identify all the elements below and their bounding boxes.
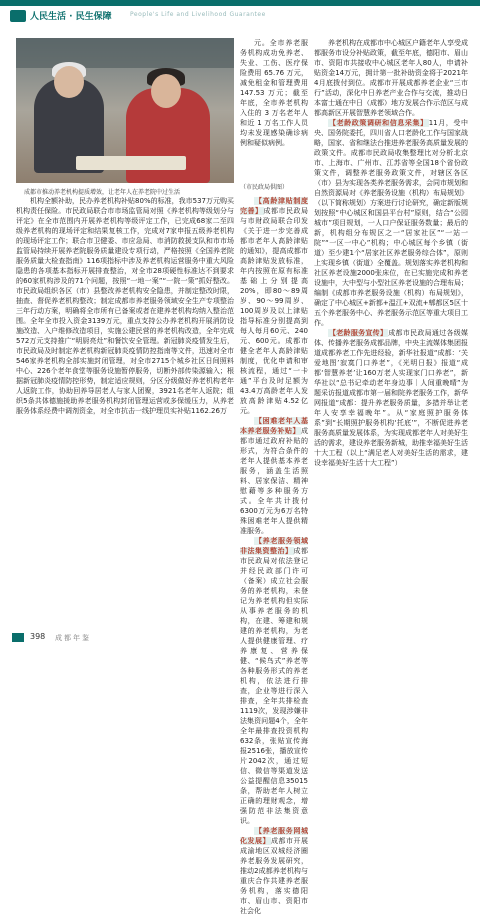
section-subtitle: People's Life and Livelihood Guarantee <box>130 11 266 18</box>
section-heading: 【养老服务网城化发展】 <box>240 827 308 845</box>
column-middle-top <box>240 38 308 178</box>
section-heading: 【老龄服务宣传】 <box>329 329 388 337</box>
header-badge-icon <box>10 10 26 22</box>
column-middle-top-paragraph: 元。全市养老服务机构成功免养老、失业、工伤、医疗保险费用 65.76 万元，减免租金和管理费用 147.53 万元；截至年底，全市养老机构入住的 3 万名老年人和近 1 万名工作人员均未发现感染确诊病例和疑似病例。 <box>240 39 308 147</box>
page-footer <box>0 628 480 651</box>
photo-person-left-face <box>54 66 84 98</box>
section-text: 11月，受中央、国务院委托，四川省人口老龄化工作与国家战略，国家、省和继法台推进养老服务高质量发展的政策文件。成都市民政局收集整理比对分析北京市、上海市、广州市、江苏省等全国18个省份政策文件，调整养老服务政策文件，对辖区各区（市）县为实现各类养老服务需求，会同市规划和自然资源局对《养老服务设施（机构）布局规划》（以下简称规划）方案进行讨论研究，确定新版规划按照“中心城区和国县平台村”原则，结合“公园城市”项目规划，一人口户保证服务数量；最后的新，机构组分布规区之一“居家社区”“一站一院”“一区一中心”机构；中心城区每个乡镇（街道）至少建1个“居家社区养老服务综合体”，原则上实现乡镇（街道）全覆盖。规划落实养老机构和社区养老设施2000张床位，在已实施完成和养老设施中，大中型与小型社区养老设施的合理布局；编制《成都市养老服务设施（机构）布局规划》，确定了中心城区+新都+温江+双流+郫都区5区十五个养老服务中心、养老服务示范区等重大项目工作。 <box>314 119 468 327</box>
publication-name: 成都年鉴 <box>55 634 91 642</box>
footer-badge-icon <box>12 633 24 642</box>
section-paragraph <box>240 826 308 916</box>
page-number: 398 <box>30 632 46 641</box>
article-photo <box>16 38 234 183</box>
section-text: 成都市通过政府补贴的形式，为符合条件的老年人提供基本养老服务，涵盖生活照料、居家保洁、精神慰藉等多种服务方式。全年共计拨付6300万元为6万名特殊困难老年人提供精准服务。 <box>240 427 308 535</box>
section-heading: 【困难老年人基本养老服务补贴】 <box>240 417 308 435</box>
header-color-bar <box>0 0 480 6</box>
section-title: 人民生活 · 民生保障 <box>30 12 112 22</box>
section-text: 成都市开展成渝地区双城经济圈养老服务发展研究，推动2成都养老机构与重庆合作共建养老服务机构，落实德阳市、眉山市、资阳市社会化 <box>240 837 308 915</box>
photo-person-right-face <box>151 74 181 108</box>
section-paragraph <box>314 118 468 328</box>
column-left-paragraph: 机构全额补助，民办养老机构补贴80%的标准，我市537万元购买机构责任保险。市民政局联合市市场监管局对照《养老机构等级划分与评定》在全市范围内开展养老机构等级评定工作，已完成68家二至四级养老机构的现场评定和结果复核工作，完成对7家申报五级养老机构的现场评定工作；联合市卫健委、市应急局、市消防救援支队和市市场监管局持续开展养老院服务质量建设专项行动，严格按照《全国养老院服务质量大检查指南》116项指标中涉及养老机构运营服务中重大风险隐患的各项基本指标开展排查整治，对全市28项硬性标准达不到要求的60家机构涉及的71个问题，按照“一地一案”“一院一策”抓好整改。市民政局组织各区（市）县整改养老机构安全隐患，并制定整改时限，抽查、督促养老机构整改；制定成都市养老服务领域安全生产专项整治三年行动方案，明确将全市所有已备案或者在建养老机构均纳入整治范围。全年全市投入资金3139万元，重点支持公办养老机构开展消防设施改造、入户维修改造项目，实施公建民营的养老机构改造，全年完成572万元支持推广“明厨亮灶”和餐饮安全管理。新冠肺炎疫情发生后，市民政局及时制定养老机构新冠肺炎疫情防控指南等文件，迅速对全市546家养老机构全部实施封闭管理，对全市2715个城乡社区日间照料中心、226个老年食堂等服务设施暂停服务，切断外部传染源输入；根据新冠肺炎疫情防控形势，制定适应规则，分区分级做好养老机构老年人返院工作，协助回养导居老人与家人团聚，3921名老年人返院；组织5条共体德施援助养老服务机构封闭管理运营或多保缓压力，从养老服务体系经费中调剂资金，对全市抗击一线护理员实补贴1162.26万 <box>16 197 234 415</box>
section-paragraph <box>314 328 468 468</box>
section-text: 养老机构在成都市中心城区户籍老年人享受成都服务市设分补贴政策，截至年底，德阳市、眉山市、资阳市共接收中心城区老年人80人，申请补贴资金14万元，拥计第一批补助资金将于2021年4月底拨付到位。成都市开展成都养老企业“三市行”活动，深化中日养老产业合作与交流，推动日本富士通在中日（成都）地方发展合作示范区与成都高新区开展智慧养老领域合作。 <box>314 39 468 117</box>
section-heading: 【养老服务领域非法集资整治】 <box>240 537 308 555</box>
photo-food-tray <box>76 156 186 170</box>
page-header <box>0 0 480 28</box>
column-left <box>16 196 234 626</box>
section-paragraph <box>240 416 308 536</box>
section-text: 成都市民政局与市财政局联合印发《关于进一步完善成都市老年人高龄津贴的通知》，提高成都市高龄津贴发放标准，年内按照在原有标准基础上分别提高20%，即80～89周岁、90～99周岁、100周岁及以上津贴指导标准分别提高到每人每月60元、240元、600元。成都市健全老年人高龄津贴制度，优化申请和审核流程，通过“一卡通”平台及时足额为43.4万高龄老年人发放高龄津贴4.52亿元。 <box>240 207 308 415</box>
section-heading: 【高龄津贴制度完善】 <box>240 197 308 215</box>
section-paragraph <box>314 38 468 118</box>
photo-credit: （市民政局供图） <box>240 184 289 191</box>
section-text: 成都市民政局通过各级媒体、传播养老服务成都品牌，中央主流媒体集团报道成都养老工作先进经验，新华社报道“成都：‘关爱地图’寂寞门口养老”，《光明日报》报道“成都‘智慧养老’让160万老人实现家门口养老”，新华社以“总书记牵动老年身边事｜人间重晚晴”为题采访报道成都市第一届和院养老服务工作，新华网报道“成都：提升养老服务质量，多措并举让老年人安享幸福晚年”。从“家庭照护服务体系”到“长期照护服务机构‘托底’”，不断促进养老服务高质量发展体系，为实现成都老年人对美好生活的需求，建设养老服务新城，助推幸福美好生活十大工程（以上“满足老人对美好生活的需求，建设幸福美好生活十大工程”） <box>314 329 469 467</box>
column-middle <box>240 196 308 915</box>
column-right <box>314 38 468 626</box>
photo-shelf <box>16 38 234 68</box>
section-heading: 【老龄政策调研和信息采集】 <box>329 119 428 127</box>
section-paragraph <box>240 196 308 416</box>
section-paragraph <box>240 536 308 826</box>
section-text: 成都市民政局对依法登记并经民政部门许可（备案）成立社会服务的养老机构，未登记为养老机构但实际从事养老服务的机构，在建、筹建和规建的养老机构，为老人提供健康管理、疗养康复、营养保健、“候鸟式”养老等各种服务形式的养老机构，依法进行排查，企业等进行深入排查，全年共排检查1119次，发现涉嫌非法集资问题4个，全年全年最排查投资机构632条，张贴宣传海报2516张，播放宣传片2042次，通过短信、微信等渠道发送公益提醒信息35015条，帮助老年人树立正确的理财观念，增强防范非法集资意识。 <box>240 547 308 825</box>
photo-caption: 成都市推动养老机构提质增效，让老年人在养老院中过生活 <box>24 189 181 196</box>
